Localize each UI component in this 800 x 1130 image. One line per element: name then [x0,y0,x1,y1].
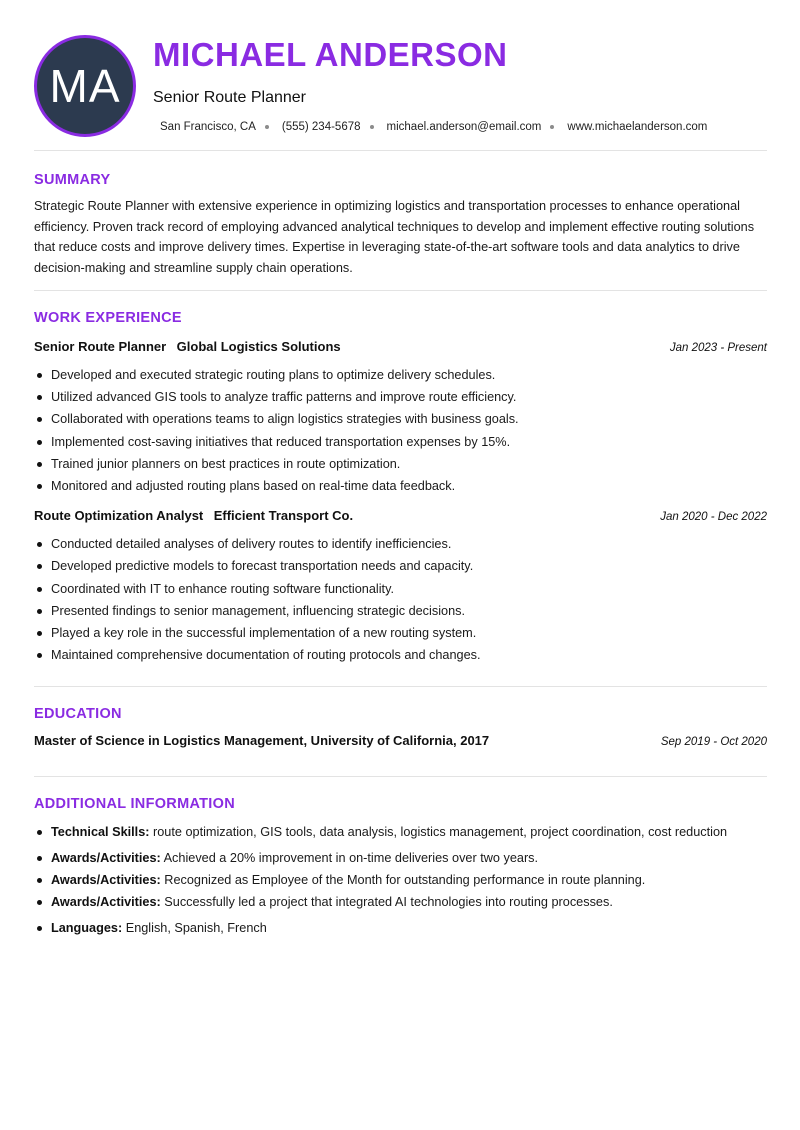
item-label: Awards/Activities: [51,873,161,887]
education-section [34,687,767,777]
list-item: Trained junior planners on best practices in route optimization. [34,453,767,475]
job-company: Global Logistics Solutions [176,339,341,354]
candidate-name: MICHAEL ANDERSON [153,36,508,73]
contact-info [160,121,707,133]
item-label: Awards/Activities: [51,851,161,865]
dot-separator-icon [550,125,554,129]
list-item: Collaborated with operations teams to align logistics strategies with business goals. [34,408,767,430]
list-item: Coordinated with IT to enhance routing software functionality. [34,578,767,600]
job-entry [34,338,767,497]
candidate-title: Senior Route Planner [153,89,306,106]
summary-section [34,151,767,291]
additional-bullets [34,821,767,939]
dot-separator-icon [265,125,269,129]
item-label: Awards/Activities: [51,895,161,909]
list-item: Implemented cost-saving initiatives that reduced transportation expenses by 15%. [34,431,767,453]
list-item: Presented findings to senior management, influencing strategic decisions. [34,600,767,622]
education-entry [34,733,767,748]
list-item [34,821,767,843]
contact-phone: (555) 234-5678 [281,121,361,133]
education-heading: EDUCATION [34,706,122,722]
job-role: Senior Route Planner [34,339,167,354]
contact-email[interactable]: michael.anderson@email.com [386,121,542,133]
list-item [34,917,767,939]
job-header [34,507,767,525]
list-item: Utilized advanced GIS tools to analyze traffic patterns and improve route efficiency. [34,386,767,408]
job-company: Efficient Transport Co. [213,508,354,524]
list-item: Played a key role in the successful implementation of a new routing system. [34,622,767,644]
list-item [34,847,767,869]
list-item: Monitored and adjusted routing plans based on real-time data feedback. [34,475,767,497]
item-text: route optimization, GIS tools, data analysis, logistics management, project coordination, cost reduction [153,825,728,839]
contact-location: San Francisco, CA [160,121,256,133]
summary-text: Strategic Route Planner with extensive experience in optimizing logistics and transportation processes to enhance operational efficiency. Proven track record of employing advanced analytical techniques to develop and implement effective routing solutions that reduce costs and improve delivery times. Expertise in leveraging state-of-the-art software tools and data analytics to drive decision-making and streamline supply chain operations. [34,199,755,275]
list-item: Conducted detailed analyses of delivery routes to identify inefficiencies. [34,533,767,555]
item-label: Languages: [51,921,123,935]
avatar-initials: MA [49,60,121,112]
job-entry [34,507,767,666]
list-item [34,869,767,891]
education-dates: Sep 2019 - Oct 2020 [660,736,767,748]
summary-heading: SUMMARY [34,172,111,188]
work-experience-heading: WORK EXPERIENCE [34,310,182,326]
item-label: Technical Skills: [51,825,150,839]
list-item: Developed predictive models to forecast transportation needs and capacity. [34,555,767,577]
work-experience-section [34,291,767,687]
job-bullets [34,533,767,666]
list-item [34,891,767,913]
resume-header [34,0,767,151]
list-item: Developed and executed strategic routing plans to optimize delivery schedules. [34,364,767,386]
additional-information-section [34,777,767,939]
avatar [34,35,136,137]
list-item: Maintained comprehensive documentation of routing protocols and changes. [34,644,767,666]
job-dates: Jan 2023 - Present [669,342,767,354]
additional-information-heading: ADDITIONAL INFORMATION [34,796,235,812]
education-degree: Master of Science in Logistics Management, University of California, 2017 [34,733,490,748]
item-text: Recognized as Employee of the Month for outstanding performance in route planning. [164,873,646,887]
item-text: English, Spanish, French [125,921,267,935]
job-header [34,338,767,356]
contact-website[interactable]: www.michaelanderson.com [567,121,708,133]
dot-separator-icon [370,125,374,129]
job-dates: Jan 2020 - Dec 2022 [660,511,767,524]
job-bullets [34,364,767,497]
item-text: Achieved a 20% improvement in on-time deliveries over two years. [163,851,539,865]
job-role: Route Optimization Analyst [34,508,204,524]
item-text: Successfully led a project that integrated AI technologies into routing processes. [164,895,613,909]
